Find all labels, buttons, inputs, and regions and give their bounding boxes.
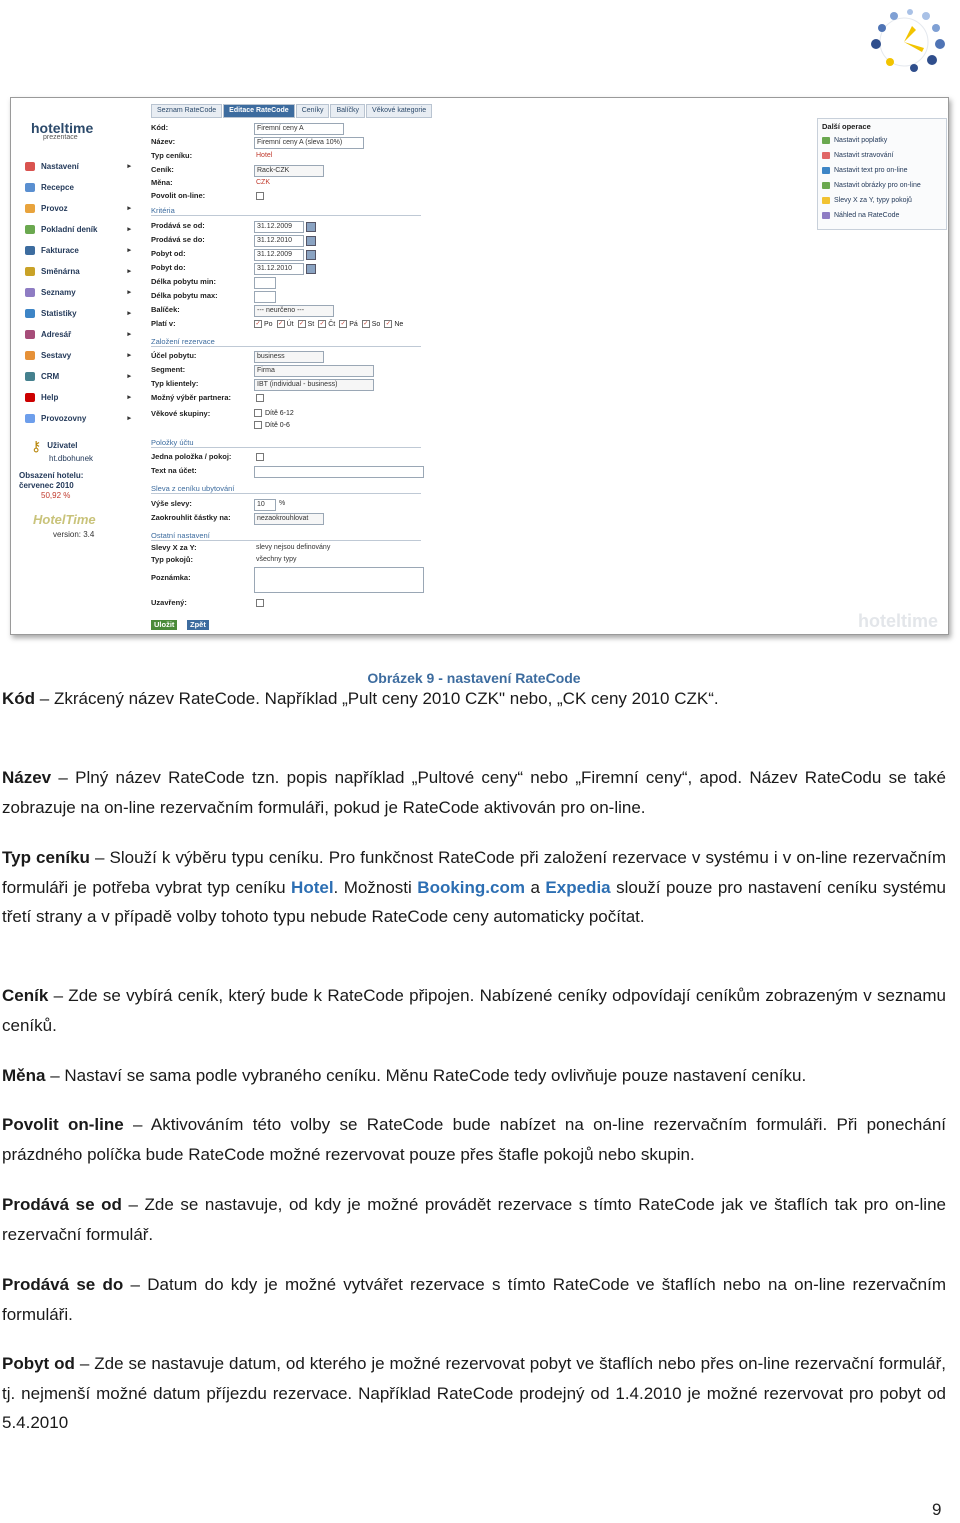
section-kriteria: Kritéria xyxy=(151,206,421,216)
sidebar-nav xyxy=(21,156,131,429)
sidebar-item-label: Nastavení xyxy=(41,162,79,171)
day-label: Pá xyxy=(349,320,358,328)
poznamka-textarea[interactable] xyxy=(254,567,424,593)
vyse-slevy-label: Výše slevy: xyxy=(151,499,192,508)
term-kod: Kód xyxy=(2,689,36,708)
occupancy-percent: 50,92 % xyxy=(41,491,71,500)
sidebar-item-label: Adresář xyxy=(41,330,72,339)
day-option[interactable] xyxy=(339,321,358,328)
checkbox[interactable]: ✓ xyxy=(340,321,346,327)
ucel-select[interactable]: business xyxy=(254,351,324,363)
day-option[interactable] xyxy=(298,321,315,328)
actions-title: Další operace xyxy=(822,122,871,131)
tab-bar xyxy=(151,104,433,116)
checkbox[interactable]: ✓ xyxy=(363,321,369,327)
section-polozky: Položky účtu xyxy=(151,438,421,448)
delka-max-input[interactable] xyxy=(254,291,276,303)
day-option[interactable] xyxy=(254,321,273,328)
tab[interactable]: Věkové kategorie xyxy=(366,104,432,118)
vyse-slevy-input[interactable]: 10 xyxy=(254,499,276,511)
sidebar-item-label: CRM xyxy=(41,372,60,381)
calendar-icon[interactable] xyxy=(306,222,316,232)
pobyt-do-label: Pobyt do: xyxy=(151,263,186,272)
sidebar xyxy=(11,98,141,634)
back-button[interactable]: Zpět xyxy=(187,620,209,630)
action-icon xyxy=(822,167,830,174)
paragraph-typ-ceniku xyxy=(2,843,946,932)
days-row xyxy=(254,320,407,328)
jedna-polozka-checkbox[interactable] xyxy=(256,453,264,461)
chevron-right-icon: ▸ xyxy=(127,268,131,275)
ratecode-screenshot xyxy=(10,97,949,635)
day-label: Ne xyxy=(394,320,404,328)
menu-icon xyxy=(25,288,35,297)
term-prodava-od: Prodává se od xyxy=(2,1195,122,1214)
hoteltime-logo-icon xyxy=(858,4,950,74)
term-mena: Měna xyxy=(2,1066,46,1085)
checkbox[interactable]: ✓ xyxy=(385,321,391,327)
jedna-polozka-label: Jedna položka / pokoj: xyxy=(151,452,232,461)
day-label: Čt xyxy=(328,320,336,328)
pobyt-od-label: Pobyt od: xyxy=(151,249,186,258)
day-label: St xyxy=(307,320,315,328)
brand-subtitle: prezentace xyxy=(43,134,78,141)
watermark: hoteltime xyxy=(857,611,938,631)
pobyt-do-input[interactable]: 31.12.2010 xyxy=(254,263,304,275)
vyber-partnera-checkbox[interactable] xyxy=(256,394,264,402)
figure-caption: Obrázek 9 - nastavení RateCode xyxy=(367,670,581,686)
cenik-label: Ceník: xyxy=(151,165,174,174)
paragraph-prodava-od xyxy=(2,1190,946,1249)
tab[interactable]: Balíčky xyxy=(330,104,365,118)
version-label: version: 3.4 xyxy=(53,530,95,539)
sidebar-item[interactable] xyxy=(21,240,131,261)
day-option[interactable] xyxy=(277,321,294,328)
sidebar-item[interactable] xyxy=(21,345,131,366)
paragraph-cenik xyxy=(2,981,946,1040)
typ-pokoju-value: všechny typy xyxy=(256,556,297,563)
chevron-right-icon: ▸ xyxy=(127,289,131,296)
typ-pokoju-label: Typ pokojů: xyxy=(151,555,193,564)
plati-label: Platí v: xyxy=(151,319,176,328)
calendar-icon[interactable] xyxy=(306,250,316,260)
user-label: Uživatel xyxy=(47,441,78,451)
sidebar-item[interactable] xyxy=(21,282,131,303)
menu-icon xyxy=(25,393,35,402)
text-cenik: – Zde se vybírá ceník, který bude k RateCode připojen. Nabízené ceníky odpovídají ceníkům zobrazeným v seznamu ceníků. xyxy=(2,986,946,1035)
day-option[interactable] xyxy=(318,321,335,328)
tab[interactable]: Ceníky xyxy=(296,104,330,118)
segment-select[interactable]: Firma xyxy=(254,365,374,377)
user-name[interactable]: ht.dbohunek xyxy=(49,454,94,463)
sidebar-item-label: Help xyxy=(41,393,59,402)
text-typ-ceniku-a: – Slouží k výběru typu ceníku. Pro funkčnost RateCode při založení rezervace v systému i v on-line rezervačním formuláři je potřeba vybrat typ ceníku xyxy=(2,848,947,897)
mena-label: Měna: xyxy=(151,178,173,187)
day-option[interactable] xyxy=(384,321,403,328)
chevron-right-icon: ▸ xyxy=(127,226,131,233)
section-zalozeni: Založení rezervace xyxy=(151,337,421,347)
checkbox[interactable]: ✓ xyxy=(278,321,284,327)
menu-icon xyxy=(25,372,35,381)
action-label: Nastavit text pro on-line xyxy=(834,167,908,174)
tab[interactable]: Editace RateCode xyxy=(223,104,295,118)
slevy-xy-label: Slevy X za Y: xyxy=(151,543,197,552)
action-label: Nastavit obrázky pro on-line xyxy=(834,182,921,189)
action-link[interactable] xyxy=(818,148,946,163)
sidebar-item[interactable] xyxy=(21,324,131,345)
term-povolit-online: Povolit on-line xyxy=(2,1115,124,1134)
typ-klientely-label: Typ klientely: xyxy=(151,379,199,388)
menu-icon xyxy=(25,267,35,276)
paragraph-prodava-do xyxy=(2,1270,946,1329)
save-button[interactable]: Uložit xyxy=(151,620,177,630)
occupancy-box xyxy=(19,471,83,501)
text-na-ucet-input[interactable] xyxy=(254,466,424,478)
side-logo: HotelTime xyxy=(33,512,96,527)
checkbox[interactable]: ✓ xyxy=(255,321,261,327)
page-number: 9 xyxy=(932,1500,942,1519)
brand-logo xyxy=(31,120,93,141)
paragraph-povolit-online xyxy=(2,1110,946,1169)
chevron-right-icon: ▸ xyxy=(127,205,131,212)
action-link[interactable] xyxy=(818,163,946,178)
highlight-hotel: Hotel xyxy=(291,877,334,897)
checkbox[interactable]: ✓ xyxy=(319,321,325,327)
actions-list xyxy=(818,133,946,223)
sidebar-item[interactable] xyxy=(21,303,131,324)
term-cenik: Ceník xyxy=(2,986,49,1005)
percent-sign: % xyxy=(279,500,286,507)
age-label: Dítě 6-12 xyxy=(265,410,294,417)
age-groups xyxy=(254,408,294,432)
menu-icon xyxy=(25,225,35,234)
nazev-input[interactable]: Firemní ceny A (sleva 10%) xyxy=(254,137,364,149)
zaokrouhlit-select[interactable]: nezaokrouhlovat xyxy=(254,513,324,525)
chevron-right-icon: ▸ xyxy=(127,352,131,359)
text-prodava-od: – Zde se nastavuje, od kdy je možné provádět rezervace s tímto RateCode jak ve štaflích tak pro on-line rezervační formulář. xyxy=(2,1195,946,1244)
sidebar-item[interactable] xyxy=(21,366,131,387)
highlight-booking: Booking.com xyxy=(417,877,525,897)
menu-icon xyxy=(25,414,35,423)
menu-icon xyxy=(25,330,35,339)
chevron-right-icon: ▸ xyxy=(127,163,131,170)
term-nazev: Název xyxy=(2,768,52,787)
chevron-right-icon: ▸ xyxy=(127,331,131,338)
paragraph-nazev xyxy=(2,763,946,822)
menu-icon xyxy=(25,309,35,318)
vekove-skupiny-label: Věkové skupiny: xyxy=(151,409,211,418)
menu-icon xyxy=(25,351,35,360)
sidebar-item-label: Recepce xyxy=(41,183,74,192)
cenik-select[interactable]: Rack-CZK xyxy=(254,165,324,177)
pobyt-od-input[interactable]: 31.12.2009 xyxy=(254,249,304,261)
sidebar-item-label: Pokladní deník xyxy=(41,225,98,234)
calendar-icon[interactable] xyxy=(306,264,316,274)
menu-icon xyxy=(25,183,35,192)
prodava-od-input[interactable]: 31.12.2009 xyxy=(254,221,304,233)
slevy-xy-value: slevy nejsou definovány xyxy=(256,544,331,551)
age-option[interactable] xyxy=(254,420,294,432)
day-option[interactable] xyxy=(362,321,381,328)
ucel-label: Účel pobytu: xyxy=(151,351,197,360)
section-sleva: Sleva z ceníku ubytování xyxy=(151,484,421,494)
action-link[interactable] xyxy=(818,133,946,148)
sidebar-item[interactable] xyxy=(21,219,131,240)
day-label: Út xyxy=(286,320,294,328)
sidebar-item-label: Fakturace xyxy=(41,246,79,255)
text-prodava-do: – Datum do kdy je možné vytvářet rezervace s tímto RateCode ve štaflích nebo na on-line rezervačním formuláři. xyxy=(2,1275,946,1324)
typ-klientely-select[interactable]: IBT (individual - business) xyxy=(254,379,374,391)
menu-icon xyxy=(25,204,35,213)
typ-ceniku-label: Typ ceníku: xyxy=(151,151,193,160)
chevron-right-icon: ▸ xyxy=(127,373,131,380)
vyber-partnera-label: Možný výběr partnera: xyxy=(151,393,232,402)
action-link[interactable] xyxy=(818,193,946,208)
text-na-ucet-label: Text na účet: xyxy=(151,466,197,475)
poznamka-label: Poznámka: xyxy=(151,573,191,582)
sidebar-item-label: Seznamy xyxy=(41,288,76,297)
sidebar-item[interactable] xyxy=(21,177,131,198)
term-typ-ceniku: Typ ceníku xyxy=(2,848,90,867)
prodava-do-label: Prodává se do: xyxy=(151,235,205,244)
sidebar-item-label: Směnárna xyxy=(41,267,80,276)
text-nazev: – Plný název RateCode tzn. popis například „Pultové ceny“ nebo „Firemní ceny“, apod. Název RateCodu se také zobrazuje na on-line rezervačním formuláři, pokud je RateCode aktivován pro on-line. xyxy=(2,768,946,817)
day-label: So xyxy=(371,320,381,328)
sidebar-item[interactable] xyxy=(21,198,131,219)
actions-panel xyxy=(817,118,947,230)
action-icon xyxy=(822,197,830,204)
action-label: Náhled na RateCode xyxy=(834,212,900,219)
text-kod: – Zkrácený název RateCode. Například „Pult ceny 2010 CZK" nebo, „CK ceny 2010 CZK“. xyxy=(35,689,719,708)
balicek-select[interactable]: --- neurčeno --- xyxy=(254,305,334,317)
kod-label: Kód: xyxy=(151,123,169,132)
occupancy-title: Obsazení hotelu: xyxy=(19,471,84,480)
term-prodava-do: Prodává se do xyxy=(2,1275,124,1294)
calendar-icon[interactable] xyxy=(306,236,316,246)
paragraph-kod xyxy=(2,684,946,714)
sidebar-item-label: Provozovny xyxy=(41,414,87,423)
action-label: Slevy X za Y, typy pokojů xyxy=(834,197,912,204)
chevron-right-icon: ▸ xyxy=(127,310,131,317)
section-ostatni: Ostatní nastavení xyxy=(151,531,421,541)
day-label: Po xyxy=(264,320,273,328)
chevron-right-icon: ▸ xyxy=(127,247,131,254)
zaokrouhlit-label: Zaokrouhlit částky na: xyxy=(151,513,231,522)
chevron-right-icon: ▸ xyxy=(127,415,131,422)
paragraph-pobyt-od xyxy=(2,1349,946,1438)
online-checkbox[interactable] xyxy=(256,192,264,200)
action-icon xyxy=(822,182,830,189)
online-label: Povolit on-line: xyxy=(151,191,206,200)
tab[interactable]: Seznam RateCode xyxy=(151,104,222,118)
sidebar-item[interactable] xyxy=(21,261,131,282)
text-typ-ceniku-c: a xyxy=(524,877,546,897)
sidebar-item[interactable] xyxy=(21,156,131,177)
sidebar-item-label: Statistiky xyxy=(41,309,77,318)
delka-max-label: Délka pobytu max: xyxy=(151,291,218,300)
delka-min-input[interactable] xyxy=(254,277,276,289)
chevron-right-icon: ▸ xyxy=(127,394,131,401)
action-icon xyxy=(822,212,830,219)
text-typ-ceniku-b: . Možnosti xyxy=(333,877,418,897)
prodava-do-input[interactable]: 31.12.2010 xyxy=(254,235,304,247)
checkbox[interactable] xyxy=(254,421,262,429)
nazev-label: Název: xyxy=(151,137,176,146)
term-pobyt-od: Pobyt od xyxy=(2,1354,75,1373)
prodava-od-label: Prodává se od: xyxy=(151,221,205,230)
menu-icon xyxy=(25,246,35,255)
segment-label: Segment: xyxy=(151,365,186,374)
sidebar-item[interactable] xyxy=(21,387,131,408)
typ-ceniku-value: Hotel xyxy=(256,152,273,159)
age-option[interactable] xyxy=(254,408,294,420)
action-icon xyxy=(822,152,830,159)
mena-value: CZK xyxy=(256,179,270,186)
text-povolit-online: – Aktivováním této volby se RateCode bude nabízet na on-line rezervačním formuláři. Při ponechání prázdného políčka bude RateCode možné rezervovat pouze přes štafle pokojů nebo skupin. xyxy=(2,1115,947,1164)
highlight-expedia: Expedia xyxy=(545,877,611,897)
checkbox[interactable] xyxy=(254,409,262,417)
sidebar-item[interactable] xyxy=(21,408,131,429)
kod-input[interactable]: Firemní ceny A xyxy=(254,123,344,135)
key-icon: ⚷ xyxy=(31,438,42,454)
uzavreny-label: Uzavřený: xyxy=(151,598,187,607)
text-typ-ceniku-d: slouží pouze pro nastavení ceníku systému třetí strany a v případě volby tohoto typu nebude RateCode ceny automaticky počítat. xyxy=(2,877,946,926)
text-pobyt-od: – Zde se nastavuje datum, od kterého je možné rezervovat pobyt ve štaflích nebo přes on-line rezervační formulář, tj. nejmenší možné datum příjezdu rezervace. Například RateCode prodejný od 1.4.2010 je možné rezervovat pro pobyt od 5.4.2010 xyxy=(2,1354,946,1432)
uzavreny-checkbox[interactable] xyxy=(256,599,264,607)
action-link[interactable] xyxy=(818,208,946,223)
checkbox[interactable]: ✓ xyxy=(299,321,305,327)
action-icon xyxy=(822,137,830,144)
paragraph-mena xyxy=(2,1061,946,1091)
delka-min-label: Délka pobytu min: xyxy=(151,277,217,286)
action-label: Nastavit poplatky xyxy=(834,137,888,144)
age-label: Dítě 0-6 xyxy=(265,422,290,429)
balicek-label: Balíček: xyxy=(151,305,180,314)
menu-icon xyxy=(25,162,35,171)
occupancy-month: červenec 2010 xyxy=(19,481,74,490)
user-box xyxy=(31,438,93,463)
action-label: Nastavit stravování xyxy=(834,152,894,159)
brand-name: hoteltime xyxy=(31,120,94,136)
action-link[interactable] xyxy=(818,178,946,193)
ratecode-form xyxy=(151,118,426,618)
sidebar-item-label: Provoz xyxy=(41,204,68,213)
sidebar-item-label: Sestavy xyxy=(41,351,72,360)
text-mena: – Nastaví se sama podle vybraného ceníku. Měnu RateCode tedy ovlivňuje pouze nastavení ceníku. xyxy=(45,1066,807,1085)
